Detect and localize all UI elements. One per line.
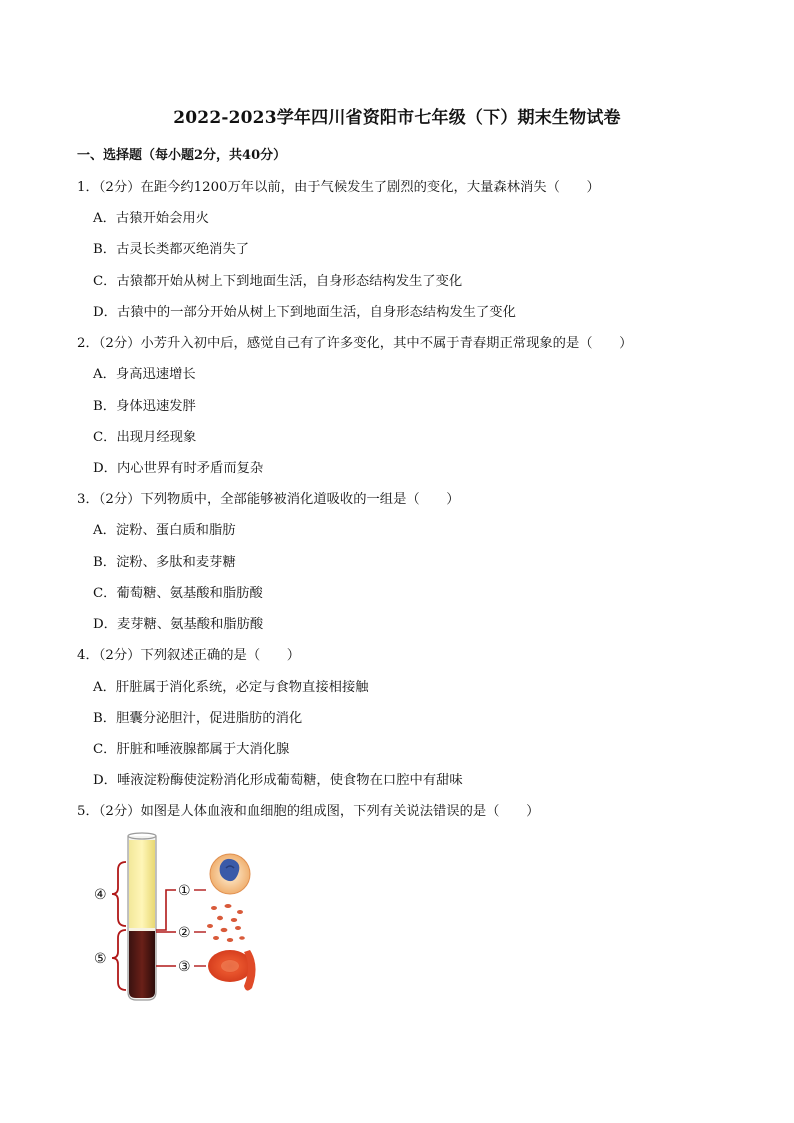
question-4-option-c: C．肝脏和唾液腺都属于大消化腺: [93, 742, 290, 757]
plasma-layer: [129, 840, 155, 928]
question-1-option-a: A．古猿开始会用火: [93, 211, 209, 226]
question-3-option-b: B．淀粉、多肽和麦芽糖: [93, 555, 236, 570]
test-tube: [128, 833, 156, 1000]
question-4-option-d: D．唾液淀粉酶使淀粉消化形成葡萄糖，使食物在口腔中有甜味: [93, 773, 463, 788]
section-heading: 一、选择题（每小题2分，共40分）: [77, 148, 287, 163]
label-5: ⑤: [94, 951, 107, 967]
label-1: ①: [178, 883, 191, 899]
red-blood-cells: [208, 950, 256, 991]
question-4-option-a: A．肝脏属于消化系统，必定与食物直接相接触: [93, 680, 369, 695]
question-2-option-c: C．出现月经现象: [93, 430, 197, 445]
question-1-option-d: D．古猿中的一部分开始从树上下到地面生活，自身形态结构发生了变化: [93, 305, 516, 320]
question-2-option-b: B．身体迅速发胖: [93, 399, 196, 414]
question-3-option-d: D．麦芽糖、氨基酸和脂肪酸: [93, 617, 264, 632]
question-2-option-d: D．内心世界有时矛盾而复杂: [93, 461, 264, 476]
pointer-line-1: [156, 890, 176, 930]
label-4: ④: [94, 887, 107, 903]
white-blood-cell: [210, 854, 250, 894]
question-1-option-b: B．古灵长类都灭绝消失了: [93, 242, 250, 257]
buffy-coat-layer: [129, 928, 155, 931]
question-5-stem: 5．（2分）如图是人体血液和血细胞的组成图，下列有关说法错误的是（ ）: [77, 804, 540, 819]
label-3: ③: [178, 959, 191, 975]
label-2: ②: [178, 925, 191, 941]
question-4-stem: 4．（2分）下列叙述正确的是（ ）: [77, 648, 301, 663]
bracket-5: [112, 930, 126, 990]
question-3-option-a: A．淀粉、蛋白质和脂肪: [93, 523, 236, 538]
question-2-stem: 2．（2分）小芳升入初中后，感觉自己有了许多变化，其中不属于青春期正常现象的是（ ）: [77, 336, 633, 351]
question-3-stem: 3．（2分）下列物质中，全部能够被消化道吸收的一组是（ ）: [77, 492, 460, 507]
bracket-4: [112, 862, 126, 926]
question-1-stem: 1．（2分）在距今约1200万年以前，由于气候发生了剧烈的变化，大量森林消失（ ）: [77, 180, 600, 195]
question-2-option-a: A．身高迅速增长: [93, 367, 196, 382]
page-title: 2022-2023学年四川省资阳市七年级（下）期末生物试卷: [173, 108, 621, 128]
blood-composition-figure: [90, 826, 280, 1006]
question-4-option-b: B．胆囊分泌胆汁，促进脂肪的消化: [93, 711, 303, 726]
blood-cell-layer: [129, 931, 155, 998]
question-1-option-c: C．古猿都开始从树上下到地面生活，自身形态结构发生了变化: [93, 274, 463, 289]
platelets: [207, 904, 245, 942]
question-3-option-c: C．葡萄糖、氨基酸和脂肪酸: [93, 586, 263, 601]
